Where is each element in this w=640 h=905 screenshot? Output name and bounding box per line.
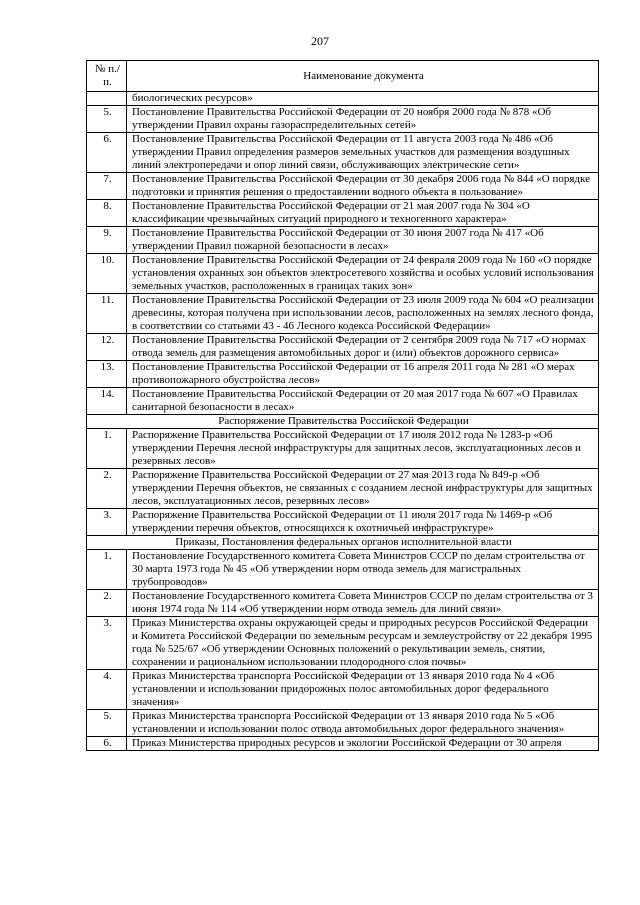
document-title: Постановление Правительства Российской Федерации от 24 февраля 2009 года № 160 «О порядке установления охранных зон объектов электросетевого хозяйства и особых условий использования земельных участков, расположенных в границах таких зон» [127,254,599,294]
section-heading: Распоряжение Правительства Российской Федерации [87,415,599,429]
row-number: 5. [87,106,127,133]
row-number: 5. [87,710,127,737]
row-number: 4. [87,670,127,710]
row-number: 7. [87,173,127,200]
table-row [87,590,599,617]
row-number [87,92,127,106]
document-title: Постановление Правительства Российской Федерации от 23 июля 2009 года № 604 «О реализации древесины, которая получена при использовании лесов, расположенных на землях лесного фонда, в соответствии со статьями 43 - 46 Лесного кодекса Российской Федерации» [127,294,599,334]
document-title: Распоряжение Правительства Российской Федерации от 17 июля 2012 года № 1283-р «Об утверждении Перечня лесной инфраструктуры для защитных лесов, эксплуатационных лесов и резервных лесов» [127,429,599,469]
document-title: Приказ Министерства природных ресурсов и экологии Российской Федерации от 30 апреля [127,737,599,751]
table-row [87,670,599,710]
document-title: Приказ Министерства транспорта Российской Федерации от 13 января 2010 года № 4 «Об установлении и использовании придорожных полос автомобильных дорог федерального значения» [127,670,599,710]
table-row [87,294,599,334]
row-number: 2. [87,590,127,617]
table-row [87,617,599,670]
table-row [87,710,599,737]
document-title: Постановление Правительства Российской Федерации от 30 июня 2007 года № 417 «Об утверждении Правил пожарной безопасности в лесах» [127,227,599,254]
documents-table [86,60,599,751]
row-number: 13. [87,361,127,388]
row-number: 10. [87,254,127,294]
row-number: 3. [87,509,127,536]
table-row [87,388,599,415]
document-title: Постановление Правительства Российской Федерации от 11 августа 2003 года № 486 «Об утверждении Правил определения размеров земельных участков для размещения воздушных линий электропередачи и опор линий связи, обслуживающих электрические сети» [127,133,599,173]
document-title: Постановление Правительства Российской Федерации от 21 мая 2007 года № 304 «О классификации чрезвычайных ситуаций природного и техногенного характера» [127,200,599,227]
row-number: 8. [87,200,127,227]
column-header-title: Наименование документа [127,61,599,92]
row-number: 9. [87,227,127,254]
table-row [87,737,599,751]
row-number: 1. [87,550,127,590]
column-header-number: № п./п. [87,61,127,92]
table-body [87,92,599,751]
document-title: Приказ Министерства охраны окружающей среды и природных ресурсов Российской Федерации и Комитета Российской Федерации по земельным ресурсам и землеустройству от 22 декабря 1995 года № 525/67 «Об утверждении Основных положений о рекультивации земель, снятии, сохранении и рациональном использовании плодородного слоя почвы» [127,617,599,670]
section-heading: Приказы, Постановления федеральных органов исполнительной власти [87,536,599,550]
table-row [87,254,599,294]
table-row [87,509,599,536]
row-number: 14. [87,388,127,415]
table-row [87,173,599,200]
table-row [87,92,599,106]
section-row [87,415,599,429]
document-title: Приказ Министерства транспорта Российской Федерации от 13 января 2010 года № 5 «Об установлении и использовании полос отвода автомобильных дорог федерального значения» [127,710,599,737]
row-number: 3. [87,617,127,670]
document-title: Постановление Правительства Российской Федерации от 20 ноября 2000 года № 878 «Об утверждении Правил охраны газораспределительных сетей» [127,106,599,133]
row-number: 11. [87,294,127,334]
table-row [87,334,599,361]
table-header-row [87,61,599,92]
row-number: 1. [87,429,127,469]
page-number: 207 [311,34,329,48]
row-number: 6. [87,737,127,751]
row-number: 2. [87,469,127,509]
document-title: Распоряжение Правительства Российской Федерации от 11 июля 2017 года № 1469-р «Об утверждении перечня объектов, относящихся к охотничьей инфраструктуре» [127,509,599,536]
table-row [87,200,599,227]
table-row [87,361,599,388]
table-row [87,429,599,469]
document-title: Постановление Правительства Российской Федерации от 16 апреля 2011 года № 281 «О мерах противопожарного обустройства лесов» [127,361,599,388]
section-row [87,536,599,550]
document-title: Распоряжение Правительства Российской Федерации от 27 мая 2013 года № 849-р «Об утверждении Перечня объектов, не связанных с созданием лесной инфраструктуры для защитных лесов, эксплуатационных лесов, резервных лесов» [127,469,599,509]
table-row [87,133,599,173]
table-row [87,550,599,590]
table-row [87,227,599,254]
document-title: Постановление Правительства Российской Федерации от 20 мая 2017 года № 607 «О Правилах санитарной безопасности в лесах» [127,388,599,415]
document-title: Постановление Государственного комитета Совета Министров СССР по делам строительства от 3 июня 1974 года № 114 «Об утверждении норм отвода земель для линий связи» [127,590,599,617]
table-row [87,469,599,509]
document-title: Постановление Государственного комитета Совета Министров СССР по делам строительства от 30 марта 1973 года № 45 «Об утверждении норм отвода земель для магистральных трубопроводов» [127,550,599,590]
table-row [87,106,599,133]
document-title: Постановление Правительства Российской Федерации от 30 декабря 2006 года № 844 «О порядке подготовки и принятия решения о предоставлении водного объекта в пользование» [127,173,599,200]
document-title: биологических ресурсов» [127,92,599,106]
document-title: Постановление Правительства Российской Федерации от 2 сентября 2009 года № 717 «О нормах отвода земель для размещения автомобильных дорог и (или) объектов дорожного сервиса» [127,334,599,361]
row-number: 6. [87,133,127,173]
row-number: 12. [87,334,127,361]
